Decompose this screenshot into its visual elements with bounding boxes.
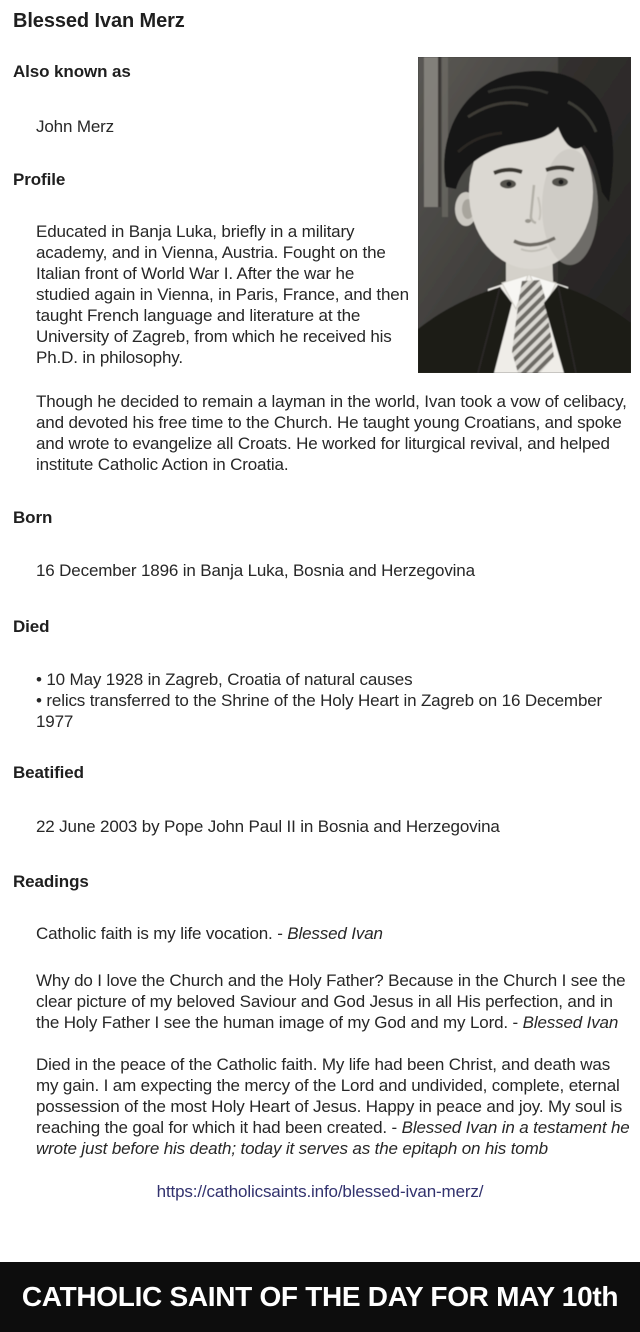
- also-known-as-item: John Merz: [36, 117, 115, 136]
- reading-quote-2: [36, 970, 630, 1033]
- died-bullet-1: • 10 May 1928 in Zagreb, Croatia of natural causes: [36, 669, 630, 690]
- page-title: Blessed Ivan Merz: [13, 10, 185, 32]
- article-content: [0, 9, 640, 1202]
- footer-banner: [0, 1262, 640, 1332]
- saint-of-the-day-page: [0, 9, 640, 1332]
- profile-paragraph-1: Educated in Banja Luka, briefly in a military academy, and in Vienna, Austria. Fought on the Italian front of World War I. After the war he studied again in Vienna, in Paris, France, and then taught French language and literature at the University of Zagreb, from which he received his Ph.D. in philosophy.: [36, 222, 409, 367]
- section-heading-profile: Profile: [13, 170, 66, 189]
- reading-attribution: Blessed Ivan: [287, 924, 383, 943]
- section-heading-died: Died: [13, 617, 50, 636]
- died-bullet-list: [36, 669, 630, 732]
- portrait-photo: [418, 57, 631, 373]
- section-heading-readings: Readings: [13, 872, 89, 891]
- reading-quote-3: [36, 1054, 630, 1159]
- banner-text: CATHOLIC SAINT OF THE DAY FOR MAY 10th: [21, 1281, 619, 1312]
- beatified-text: 22 June 2003 by Pope John Paul II in Bosnia and Herzegovina: [36, 817, 500, 836]
- died-bullet-2: • relics transferred to the Shrine of the Holy Heart in Zagreb on 16 December 1977: [36, 690, 630, 732]
- reading-text: Catholic faith is my life vocation. -: [36, 924, 288, 943]
- reading-quote-1: [36, 923, 630, 944]
- reading-text: Died in the peace of the Catholic faith. My life had been Christ, and death was my gain. I am expecting the mercy of the Lord and undivided, complete, eternal possession of the most Holy Heart of Jesus. Happy in peace and joy. My soul is reaching the goal for which it had been created. -: [36, 1055, 623, 1137]
- portrait-photo-image: [418, 57, 631, 373]
- reading-attribution: Blessed Ivan in a testament he wrote just before his death; today it serves as the epitaph on his tomb: [36, 1118, 630, 1158]
- profile-paragraph-2: Though he decided to remain a layman in the world, Ivan took a vow of celibacy, and devoted his free time to the Church. He taught young Croatians, and spoke and wrote to evangelize all Croats. He worked for liturgical revival, and helped institute Catholic Action in Croatia.: [36, 392, 627, 474]
- reading-text: Why do I love the Church and the Holy Father? Because in the Church I see the clear picture of my beloved Saviour and God Jesus in all His perfection, and in the Holy Father I see the human image of my God and my Lord. -: [36, 971, 626, 1032]
- section-heading-beatified: Beatified: [13, 763, 84, 782]
- source-link[interactable]: https://catholicsaints.info/blessed-ivan-merz/: [156, 1182, 484, 1201]
- section-heading-also-known-as: Also known as: [13, 62, 131, 81]
- reading-attribution: Blessed Ivan: [522, 1013, 619, 1032]
- section-heading-born: Born: [13, 508, 53, 527]
- born-text: 16 December 1896 in Banja Luka, Bosnia and Herzegovina: [36, 561, 475, 580]
- source-link-row: [0, 1181, 640, 1202]
